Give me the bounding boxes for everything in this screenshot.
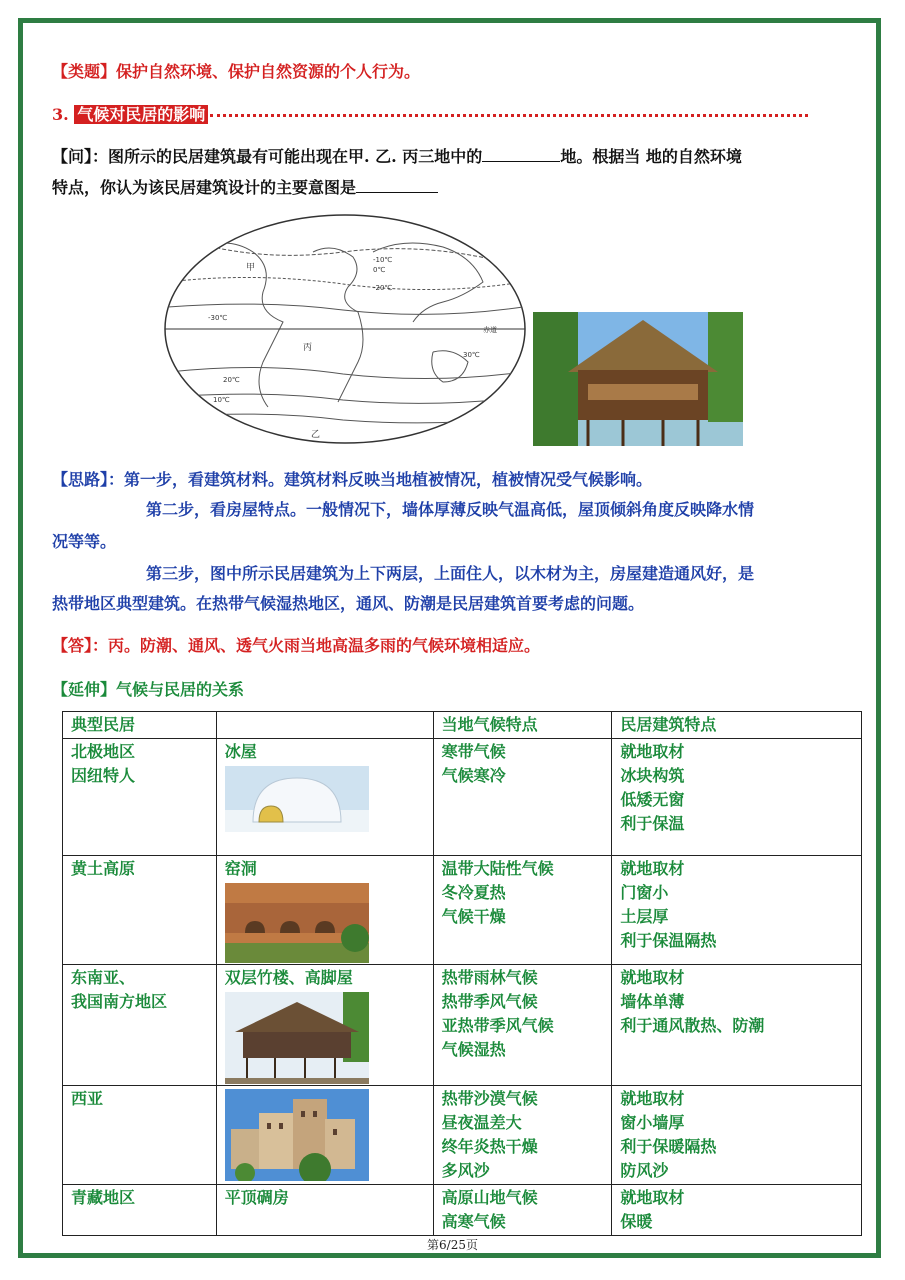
stilt-house-photo [533,312,743,446]
table-row [63,965,862,1086]
climate-text: 气候湿热 [441,1040,506,1059]
header-cell: 当地气候特点 [433,712,612,739]
answer-tag: 【答】 [52,636,93,655]
table-row [63,1185,862,1236]
table-row [63,856,862,965]
similar-question-text: 保护自然环境、保护自然资源的个人行为。 [116,62,421,81]
feature-text: 低矮无窗 [620,790,685,809]
question-line-1 [52,147,742,167]
climate-text: 热带雨林气候 [441,968,538,987]
region-text: 青藏地区 [71,1188,136,1207]
extension-heading [52,680,244,700]
map-label-10c: 10℃ [213,396,230,404]
stilt-house-image [225,992,369,1084]
feature-text: 就地取材 [620,1188,685,1207]
answer-line [52,636,540,656]
map-label-30c: 30℃ [463,351,480,359]
climate-text: 冬冷夏热 [441,883,506,902]
feature-text: 冰块构筑 [620,766,685,785]
feature-text: 窗小墙厚 [620,1113,685,1132]
feature-text: 就地取材 [620,1089,685,1108]
region-text: 北极地区 [71,742,136,761]
climate-text: 气候寒冷 [441,766,506,785]
feature-text: 利于通风散热、防潮 [620,1016,765,1035]
table-row [63,1086,862,1185]
extension-tag: 【延伸】 [52,680,117,699]
west-asia-house-image [225,1089,369,1181]
feature-text: 就地取材 [620,742,685,761]
feature-text: 土层厚 [620,907,669,926]
section-dotted-rule [210,114,808,117]
climate-text: 多风沙 [441,1161,490,1180]
house-type: 窑洞 [224,859,257,878]
table-row [63,739,862,856]
question-text-c: 特点，你认为该民居建筑设计的主要意图是 [52,178,357,197]
map-label-bing: 丙 [303,343,313,353]
map-label-20c: 20℃ [223,376,240,384]
thinking-step-3a-text: 第三步，图中所示民居建筑为上下两层，上面住人，以木材为主，房屋建造通风好，是 [146,564,755,583]
map-label-0c: 0℃ [373,266,386,274]
map-label-neg30c: -30℃ [208,314,228,322]
region-text: 东南亚、 [71,968,136,987]
answer-text: ：丙。防潮、通风、透气火雨当地高温多雨的气候环境相适应。 [92,636,541,655]
climate-text: 昼夜温差大 [441,1113,522,1132]
answer-blank-1 [482,147,560,162]
map-label-neg10c: -10℃ [373,256,393,264]
question-text-b: 地。根据当 地的自然环境 [560,147,742,166]
thinking-step-1-text: ：第一步，看建筑材料。建筑材料反映当地植被情况，植被情况受气候影响。 [108,470,653,489]
feature-text: 就地取材 [620,968,685,987]
feature-text: 保暖 [620,1212,653,1231]
region-text: 我国南方地区 [71,992,168,1011]
house-type: 冰屋 [224,742,257,761]
feature-text: 防风沙 [620,1161,669,1180]
map-label-equator: 赤道 [483,326,497,334]
climate-text: 热带沙漠气候 [441,1089,538,1108]
section-title: 气候对民居的影响 [74,105,208,124]
world-isotherm-map [163,212,528,446]
feature-text: 利于保温 [620,814,685,833]
climate-text: 高寒气候 [441,1212,506,1231]
thinking-step-3b [52,594,644,614]
section-heading [52,104,808,126]
cave-dwelling-image [225,883,369,963]
climate-text: 亚热带季风气候 [441,1016,554,1035]
region-text: 因纽特人 [71,766,136,785]
house-type: 双层竹楼、高脚屋 [224,968,353,987]
feature-text: 利于保温隔热 [620,931,717,950]
thinking-step-3a [146,564,754,584]
thinking-step-2a-text: 第二步，看房屋特点。一般情况下，墙体厚薄反映气温高低，屋顶倾斜角度反映降水情 [146,500,755,519]
question-tag: 【问】 [52,147,93,166]
extension-title: 气候与民居的关系 [116,680,245,699]
climate-text: 温带大陆性气候 [441,859,554,878]
feature-text: 就地取材 [620,859,685,878]
similar-question-tag: 【类题】 [52,62,117,81]
thinking-tag: 【思路】 [52,470,109,489]
thinking-step-3b-text: 热带地区典型建筑。在热带气候湿热地区，通风、防潮是民居建筑首要考虑的问题。 [52,594,645,613]
similar-question [52,62,420,82]
map-label-neg20c: -20℃ [373,284,393,292]
igloo-image [225,766,369,832]
feature-text: 门窗小 [620,883,669,902]
climate-text: 终年炎热干燥 [441,1137,538,1156]
question-line-2 [52,178,438,198]
region-text: 西亚 [71,1089,104,1108]
climate-text: 热带季风气候 [441,992,538,1011]
page-number: 第6/25页 [427,1238,478,1252]
climate-text: 高原山地气候 [441,1188,538,1207]
climate-text: 寒带气候 [441,742,506,761]
house-type: 平顶碉房 [224,1188,289,1207]
header-cell: 民居建筑特点 [612,712,862,739]
thinking-step-1 [52,470,652,490]
thinking-step-2b-text: 况等等。 [52,532,117,551]
thinking-step-2a [146,500,754,520]
header-cell: 典型民居 [63,712,217,739]
answer-blank-2 [356,178,438,193]
map-label-jia: 甲 [246,263,256,273]
map-label-yi: 乙 [311,430,321,440]
feature-text: 墙体单薄 [620,992,685,1011]
question-text-a: ：图所示的民居建筑最有可能出现在甲. 乙. 丙三地中的 [92,147,483,166]
table-header-row [63,712,862,739]
feature-text: 利于保暖隔热 [620,1137,717,1156]
thinking-step-2b [52,532,116,552]
header-cell [216,712,433,739]
region-text: 黄土高原 [71,859,136,878]
section-number: 3. [52,105,69,124]
climate-text: 气候干燥 [441,907,506,926]
climate-dwelling-table [62,711,862,1236]
